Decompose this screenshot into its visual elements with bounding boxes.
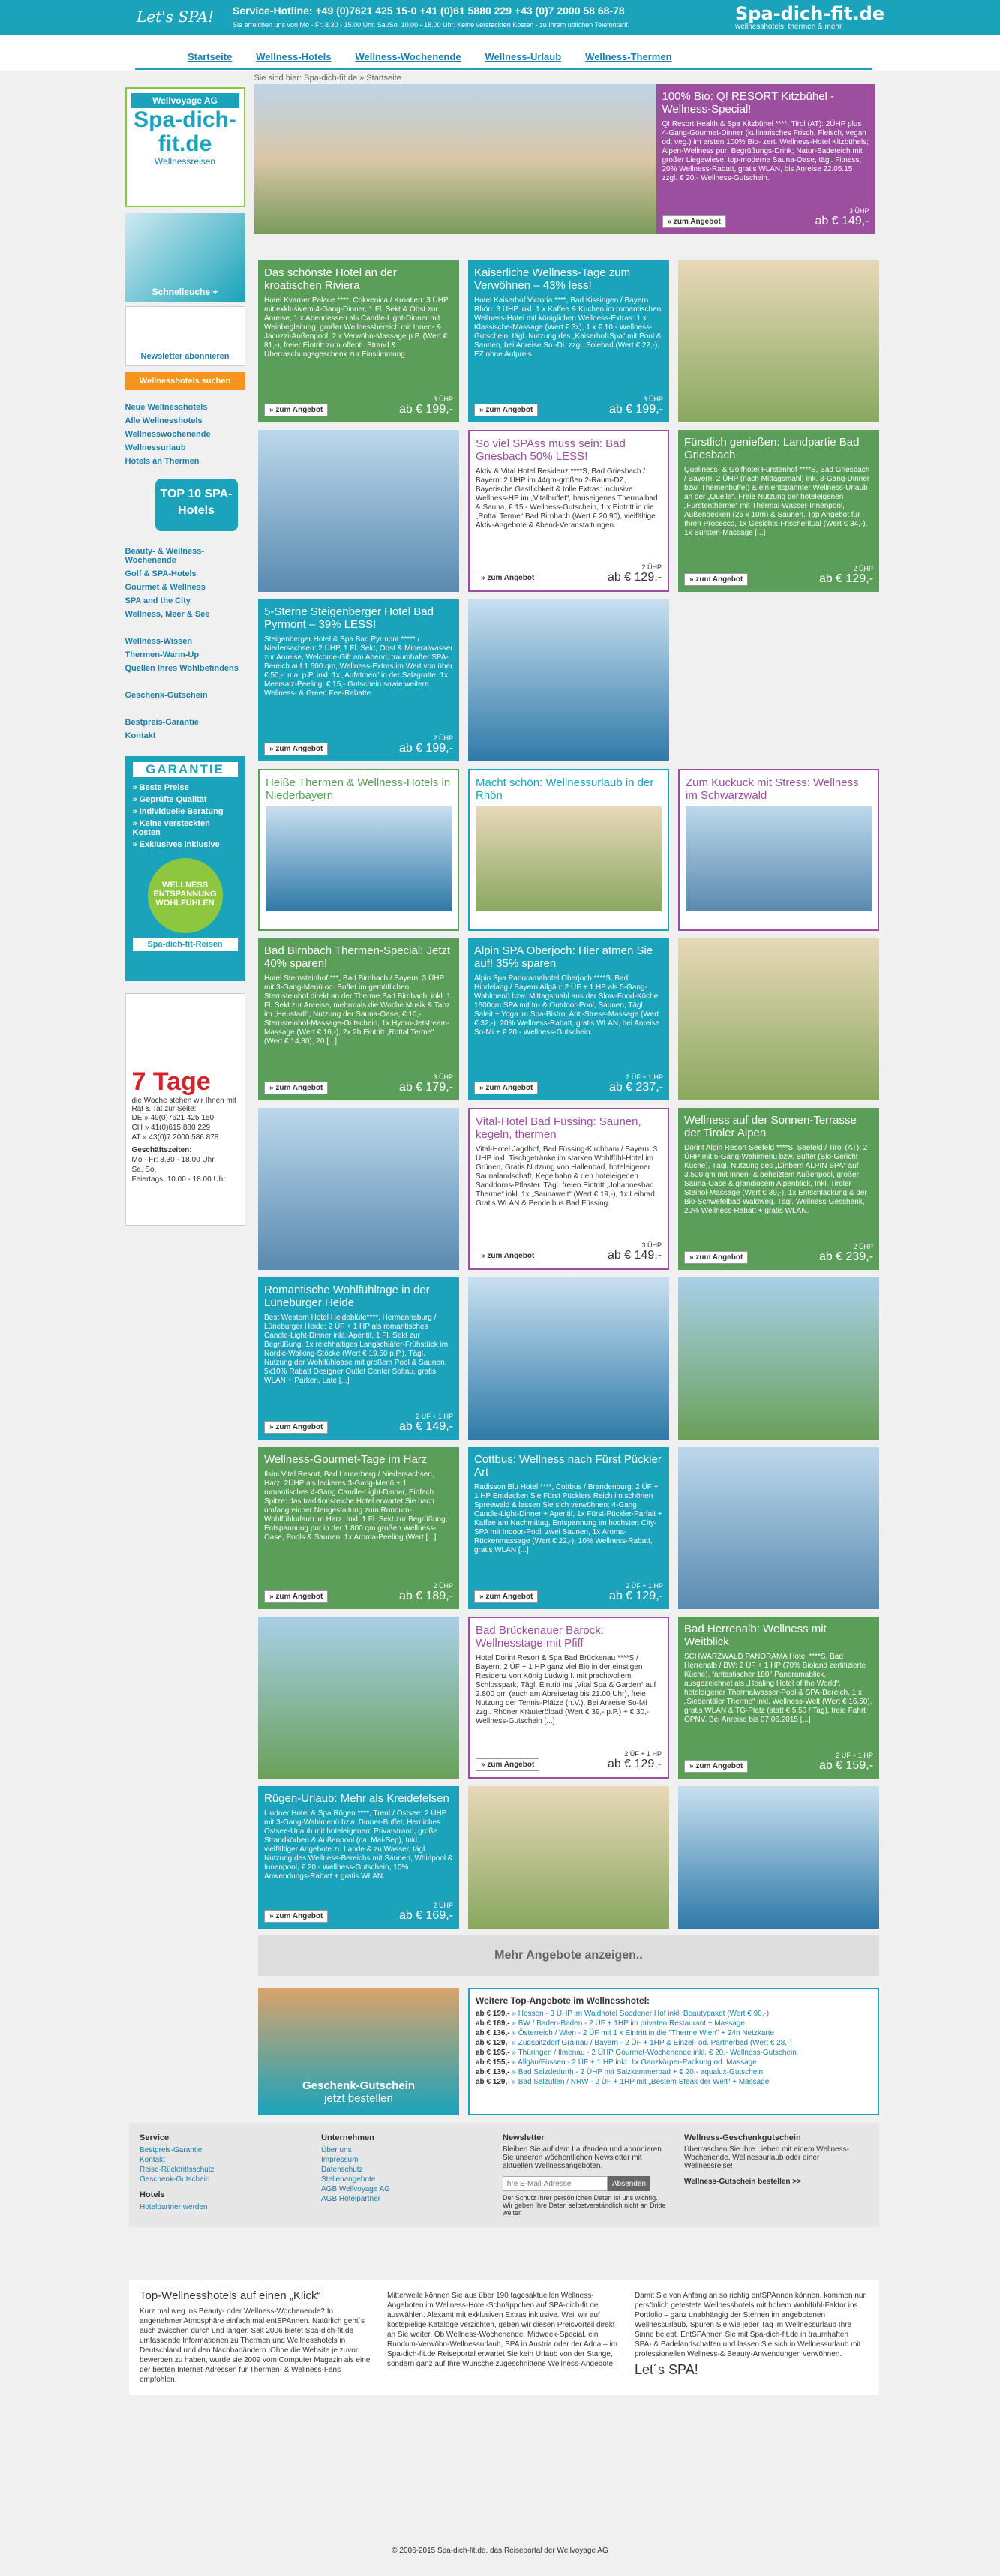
seo-title: Top-Wellnesshotels auf einen „Klick“ [140, 2289, 321, 2302]
offer-button[interactable]: » zum Angebot [684, 1251, 748, 1264]
nav-startseite[interactable]: Startseite [188, 51, 233, 62]
offer-photo[interactable] [258, 1108, 459, 1270]
offer-card [468, 769, 669, 931]
offer-card [468, 1617, 669, 1779]
offer-photo[interactable] [678, 260, 879, 422]
newsletter-note: Der Schutz Ihrer persönlichen Daten ist uns wichtig. Wir geben Ihre Daten selbstverständlich nicht an Dritte weiter. [503, 2194, 666, 2217]
offer-image[interactable] [476, 806, 662, 911]
offer-price: ab € 199,- [398, 403, 453, 416]
brand-logo[interactable]: Spa-dich-fit.de [735, 3, 885, 24]
offer-card [468, 1108, 669, 1270]
seo-col2: Mitterweile können Sie aus über 190 tagesaktuellen Wellness-Angeboten im Wellness-Hotel-Schnäppchen auf SPA-dich-fit.de auswählen. Alexamt mit exklusiven Extras inklusive. Weil wir auf kostspielige Kataloge verzichten, geben wir diesen Preisvorteil direkt an Sie weiter. Ob Wellness-Wochenende, Midweek-Special, ein Rundum-Verwöhn-Wellnessurlaub, SPA in Austria oder der Adria – im Spa-dich-fit.de Reiseportal erwartet Sie kein Urlaub von der Stange, sondern ganz auf Ihre Wünsche zugeschnittene Wellness-Angebote. [387, 2292, 618, 2368]
seo-slogan: Let´s SPA! [635, 2362, 698, 2377]
offer-button[interactable]: » zum Angebot [476, 1250, 539, 1262]
sidebar-item[interactable]: Quellen Ihres Wohlbefindens [125, 664, 239, 673]
offer-card [678, 1617, 879, 1779]
offer-title[interactable]: Zum Kuckuck mit Stress: Wellness im Schwarzwald [686, 776, 859, 802]
offer-nights: 3 ÜHP [641, 1241, 662, 1249]
offer-card [258, 938, 459, 1100]
footer-company-title: Unternehmen [321, 2133, 374, 2142]
more-offers-button[interactable]: Mehr Angebote anzeigen.. [258, 1935, 879, 1976]
phone-de: DE » 49(0)7621 425 150 [131, 1114, 215, 1122]
sidebar-links-1 [125, 401, 245, 468]
offer-nights: 2 ÜHP [433, 734, 453, 742]
footer-link[interactable]: Kontakt [140, 2156, 165, 2164]
top-offer-item[interactable]: ab € 155,- » Allgäu/Füssen - 2 ÜF + 1 HP inkl. 1x Ganzkörper-Packung od. Massage [476, 2058, 757, 2067]
sidebar-item[interactable]: Wellnesswochenende [125, 430, 211, 439]
top-offer-price: ab € 195,- [476, 2049, 510, 2057]
seo-col3: Damit Sie von Anfang an so richtig entSPAnnen können, kommen nur persönlich getestete Wellnesshotels mit hohem Wohlfühl-Faktor ins Portfolio – ganz unabhängig der Sternen im angebotenen Wellnessurlaub. Spüren Sie wie jeder Tag im Wellnessurlaub Ihre Sinne belebt. EntSPAnnen Sie mit Spa-dich-fit.de in traumhaften SPA- & Badelandschaften und lassen Sie sich in Wellnessurlaub mit professionellen Wellness-& Beauty-Anwendungen verwöhnen. [635, 2292, 866, 2358]
copyright: © 2006-2015 Spa-dich-fit.de, das Reiseportal der Wellvoyage AG [392, 2547, 608, 2555]
offer-desc: Steigenberger Hotel & Spa Bad Pyrmont ***** / Niedersachsen: 2 ÜHP, 1 Fl. Sekt, Obst & Mineralwasser zur Anreise, Welcome-Gift am Abend, traumhafter SPA-Bereich auf 1.500 qm, Wellness-Extras im Wert von über € 50,-: u.a. p.P. inkl. 1x „Aufatmen“ in der Salzgrotte, 1x Meersalz-Peeling, € 15,- Gutschein sowie weitere Wellness- & Green Fee-Rabatte. [264, 635, 453, 698]
top-bar [0, 0, 1000, 35]
offer-title[interactable]: Das schönste Hotel an der kroatischen Riviera [264, 266, 397, 292]
sidebar-item[interactable]: Wellnessurlaub [125, 443, 186, 452]
offer-card [258, 1447, 459, 1609]
top-offer-price: ab € 189,- [476, 2019, 510, 2028]
offer-photo[interactable] [258, 1617, 459, 1779]
footer-link[interactable]: Hotelpartner werden [140, 2203, 208, 2211]
sidebar-item[interactable]: Beauty- & Wellness-Wochenende [125, 547, 205, 565]
offer-card [468, 260, 669, 422]
sidebar-item[interactable]: SPA and the City [125, 596, 191, 605]
nav-divider [135, 68, 872, 70]
offer-nights: 3 ÜHP [433, 395, 453, 403]
offer-button[interactable]: » zum Angebot [264, 743, 328, 755]
top-offer-price: ab € 199,- [476, 2010, 510, 2018]
offer-price: ab € 179,- [398, 1081, 453, 1094]
top-offer-item[interactable]: ab € 129,- » Bad Salzuflen / NRW - 2 ÜF + 1HP mit „Bestem Steak der Welt“ + Massage [476, 2078, 770, 2086]
offer-photo[interactable] [468, 1277, 669, 1440]
offer-nights: 3 ÜHP [643, 395, 663, 403]
offer-card [258, 1786, 459, 1929]
offer-card [468, 938, 669, 1100]
offer-desc: Aktiv & Vital Hotel Residenz ****S, Bad Griesbach / Bayern: 2 ÜHP im 44qm-großen 2-Raum-DZ, Bayerische Gastlichkeit & tolle Extras: inclusive Wellness-HP im „Vitalbuffet“, hauseigenes Thermalbad & Sauna, € 15,- Wellness-Gutschein, 1 x Eintritt in die „Rottal Terme“ Bad Birnbach (Wert € 20,90), vielfältige Aktiv-Angebote & Abend-Veranstaltungen. [476, 467, 658, 530]
offer-card [258, 260, 459, 422]
phone-at: AT » 43(0)7 2000 586 878 [131, 1133, 219, 1142]
hotel-search-button[interactable]: Wellnesshotels suchen [125, 372, 245, 390]
offer-nights: 2 ÜF + 1 HP [626, 1582, 663, 1590]
seven-days-title: 7 Tage [131, 1067, 211, 1096]
offer-card [258, 1277, 459, 1440]
seven-days-box [125, 993, 245, 1226]
offer-photo[interactable] [678, 938, 879, 1100]
newsletter-text: Bleiben Sie auf dem Laufenden und abonnieren Sie unseren wöchentlichen Newsletter mit aktuellen Wellnessangeboten. [503, 2145, 662, 2170]
top-offer-text: Bad Salzdetfurth - 2 ÜHP mit Salzkammerbad + € 20,- aqualux-Gutschein [518, 2068, 764, 2076]
offer-photo[interactable] [468, 599, 669, 761]
top-offer-price: ab € 136,- [476, 2029, 510, 2037]
gift-voucher-banner[interactable] [258, 1988, 459, 2115]
sidebar-item[interactable]: Geschenk-Gutschein [125, 691, 208, 700]
footer-gift-text: Überraschen Sie Ihre Lieben mit einem Wellness-Wochenende, Wellnessurlaub oder einer Wellnessreise! [684, 2145, 849, 2170]
newsletter-submit-button[interactable]: Absenden [608, 2176, 650, 2191]
offer-nights: 3 ÜHP [433, 1073, 453, 1081]
top-offer-price: ab € 129,- [476, 2078, 510, 2086]
offer-title[interactable]: Kaiserliche Wellness-Tage zum Verwöhnen – 43% less! [474, 266, 631, 292]
offer-desc: SCHWARZWALD PANORAMA Hotel ****S, Bad Herrenalb / BW: 2 ÜF + 1 HP (70% Bioland zertifizierte Küche), fantastischer 180° Panoramablick, ausgezeichnet als „Healing Hotel of the World“, hoteleigener Thermalwasser-Pool & SPA-Bereich, 1 x „Siebentäler Therme“ inkl. Wellness-Welt (Wert € 16,50), gratis WLAN & TG-Platz (statt € 5,50 / Tag), freie Fahrt ÖPNV. Bei Anreise bis 07.06.2015 [...] [684, 1653, 872, 1724]
offer-image[interactable] [266, 806, 452, 911]
top-offer-text: Allgäu/Füssen - 2 ÜF + 1 HP inkl. 1x Ganzkörper-Packung od. Massage [518, 2058, 757, 2067]
offer-price: ab € 129,- [607, 571, 662, 584]
top-offers-box [468, 1988, 879, 2115]
offer-desc: Best Western Hotel Heideblüte****, Hermannsburg / Lüneburger Heide: 2 ÜF + 1 HP als romantisches Candle-Light-Dinner inkl. Aperitif, 1 Fl. Sekt zur Begrüßung, 1x reichhaltiges Langschläfer-Frühstück im Nordic-Walking-Stöcke (Wert € 19,50 p.P.), Tägl. Nutzung der Wohlfühloase mit großem Pool & Saunen, 5x10% Rabatt Designer Outlet Center Soltau, gratis WLAN + Parken, Late [...] [264, 1314, 449, 1385]
guarantee-item: » Beste Preise [132, 783, 189, 792]
offer-title[interactable]: Cottbus: Wellness nach Fürst Pückler Art [474, 1453, 662, 1479]
top-offer-text: Bad Salzuflen / NRW - 2 ÜF + 1HP mit „Bestem Steak der Welt“ + Massage [518, 2078, 770, 2086]
hero-image[interactable] [254, 84, 656, 234]
offer-desc: Ilsini Vital Resort, Bad Lauterberg / Niedersachsen, Harz: 2ÜHP als leckeres 3-Gang-Menü + 1 romantisches 4-Gang Candle-Light-Dinner, Einfach Spitze: das traditionsreiche Hotel erwartet Sie nach umfangreicher Neugestaltung zum Rundum-Wohlfühlurlaub im Harz. Inkl. 1 Fl. Sekt zur Begrüßung, Entspannung pur in der 1.800 qm großen Wellness-Oase, Pools & Saunen, 1x Aroma-Peeling (Wert [...] [264, 1470, 448, 1542]
offer-price: ab € 129,- [607, 1758, 662, 1770]
footer-link[interactable]: Über uns [321, 2146, 352, 2154]
top-offer-item[interactable]: ab € 129,- » Zugspitzdorf Grainau / Bayern - 2 ÜF + 1HP & Einzel- od. Partnerbad (Wert € 28,-) [476, 2039, 792, 2047]
footer-link[interactable]: Datenschutz [321, 2166, 363, 2174]
site-logo[interactable] [125, 87, 245, 207]
offer-title[interactable]: Wellness-Gourmet-Tage im Harz [264, 1453, 428, 1466]
offer-button[interactable]: » zum Angebot [264, 1590, 328, 1603]
main-nav [0, 35, 1000, 71]
offer-button[interactable]: » zum Angebot [474, 1082, 538, 1094]
offer-title[interactable]: So viel SPAss muss sein: Bad Griesbach 50% LESS! [476, 437, 626, 463]
hours-line: Sa, So, [131, 1166, 157, 1174]
hero-offer-button[interactable]: » zum Angebot [662, 215, 726, 228]
sidebar-links-2 [125, 545, 245, 621]
offer-nights: 2 ÜHP [641, 563, 662, 571]
top-offer-text: Thüringen / Ilmenau - 2 ÜHP Gourmet-Wochenende inkl. € 20,- Wellness-Gutschein [518, 2049, 797, 2057]
offer-title[interactable]: Rügen-Urlaub: Mehr als Kreidefelsen [264, 1792, 449, 1805]
sidebar-item[interactable]: Golf & SPA-Hotels [125, 569, 197, 578]
sidebar-item[interactable]: Thermen-Warm-Up [125, 650, 200, 659]
offer-title[interactable]: Bad Herrenalb: Wellness mit Weitblick [684, 1623, 827, 1648]
offer-price: ab € 239,- [818, 1250, 873, 1263]
footer-link[interactable]: Stellenangebote [321, 2175, 376, 2184]
guarantee-item: » Geprüfte Qualität [132, 795, 207, 804]
footer-gift-title: Wellness-Geschenkgutschein [684, 2133, 801, 2142]
offer-desc: Alpin Spa Panoramahotel Oberjoch ****S, Bad Hindelang / Bayern Allgäu: 2 ÜF + 1 HP als 5-Gang-Wahlmenü bzw. Mittagsmahl aus der Slow-Food-Küche, 1600qm SPA mit In- & Outdoor-Pool, Saunen, Tägl. Saleit + Yoga im Spa-Bistro, Anti-Stress-Massage (Wert € 32,-), 20% Wellness-Rabatt, gratis WLAN, bei Anreise So-Mi + € 20,- Wellness-Gutschein. [474, 974, 661, 1037]
hours-line: Mo - Fr: 8.30 - 18.00 Uhr [131, 1156, 215, 1164]
hero-offer [254, 84, 875, 234]
sidebar-links-5 [125, 716, 245, 743]
offer-desc: Hotel Kvarner Palace ****, Crikvenica / Kroatien: 3 ÜHP mit exklusivem 4-Gang-Dinner, 1 Fl. Sekt & Obst zur Anreise, 1 x Abendessen als Candle-Light-Dinner mit Weinbegleitung, großer Wellnessbereich mit Innen- & Jacuzzi-Außenpool, 2 x Verwöhn-Massage p.P. (Wert € 81,-), freier Eintritt zum offentl. Strand & Überraschungsgeschenk zur Einstimmung [264, 296, 449, 359]
guarantee-item: » Individuelle Beratung [132, 807, 224, 816]
top-offer-item[interactable]: ab € 199,- » Hessen - 3 ÜHP im Waldhotel Soodener Hof inkl. Beautypaket (Wert € 90,-) [476, 2010, 770, 2018]
offer-button[interactable]: » zum Angebot [684, 573, 748, 586]
offer-title[interactable]: Macht schön: Wellnessurlaub in der Rhön [476, 776, 654, 802]
guarantee-item: » Exklusives Inklusive [132, 840, 220, 849]
logo-subtitle: Wellnessreisen [154, 156, 216, 167]
offer-photo[interactable] [678, 1786, 879, 1929]
sidebar-item[interactable]: Gourmet & Wellness [125, 583, 206, 592]
sidebar-item[interactable]: Bestpreis-Garantie [125, 718, 199, 727]
top-offer-item[interactable]: ab € 139,- » Bad Salzdetfurth - 2 ÜHP mit Salzkammerbad + € 20,- aqualux-Gutschein [476, 2068, 764, 2076]
offer-title[interactable]: Heiße Thermen & Wellness-Hotels in Niederbayern [266, 776, 451, 802]
hero-card [656, 84, 875, 234]
seo-text [129, 2280, 879, 2395]
top-offer-text: Zugspitzdorf Grainau / Bayern - 2 ÜF + 1HP & Einzel- od. Partnerbad (Wert € 28,-) [518, 2039, 792, 2047]
top-offer-text: Österreich / Wien - 2 ÜF mit 1 x Eintritt in die "Therme Wien" + 24h Netzkarte [518, 2029, 775, 2037]
offer-price: ab € 149,- [607, 1249, 662, 1262]
top-offer-text: BW / Baden-Baden - 2 ÜF + 1HP im privaten Restaurant + Massage [518, 2019, 745, 2028]
offer-button[interactable]: » zum Angebot [476, 1758, 539, 1771]
offer-button[interactable]: » zum Angebot [264, 1910, 328, 1923]
offer-title[interactable]: Bad Brückenauer Barock: Wellnesstage mit Pfiff [476, 1624, 604, 1650]
offer-price: ab € 169,- [398, 1909, 453, 1922]
offer-photo[interactable] [258, 430, 459, 592]
offer-card [468, 430, 669, 592]
gift-line1: Geschenk-Gutschein [302, 2079, 416, 2092]
footer-service-title: Service [140, 2133, 170, 2142]
footer-newsletter-title: Newsletter [503, 2133, 545, 2142]
logo-company: Wellvoyage AG [131, 93, 239, 108]
sidebar-item[interactable]: Wellness-Wissen [125, 637, 193, 646]
offer-desc: Lindner Hotel & Spa Rügen ****, Trent / Ostsee: 2 ÜHP mit 3-Gang-Wahlmenü bzw. Dinner-Buffet, Herrliches Ostsee-Urlaub mit hoteleigenem Privatstrand, große Strandkörben & Außenpool (ca. Mai-Sep), Inkl. vielfältiger Angebote zu Lande & zu Wasser, tägl. Nutzung des Wellness-Bereichs mit Saunen, Whirlpool & Innenpool, € 20,- Wellness-Gutschein, 10% Anwendungs-Rabatt + gratis WLAN. [264, 1809, 453, 1881]
offer-button[interactable]: » zum Angebot [476, 572, 539, 584]
offer-card [678, 430, 879, 592]
footer-link[interactable]: Reise-Rücktrittsschutz [140, 2166, 215, 2174]
offer-card [468, 1447, 669, 1609]
sidebar-links-4 [125, 689, 245, 702]
offer-photo[interactable] [678, 1277, 879, 1440]
seal-label[interactable]: Spa-dich-fit-Reisen [133, 938, 238, 951]
newsletter-email-input[interactable] [503, 2176, 608, 2191]
nav-wellness-hotels[interactable]: Wellness-Hotels [256, 51, 332, 62]
top-offer-price: ab € 139,- [476, 2068, 510, 2076]
offer-price: ab € 199,- [398, 742, 453, 755]
footer [129, 2123, 879, 2227]
offer-desc: Vital-Hotel Jagdhof, Bad Füssing-Kirchham / Bayern: 3 ÜHP inkl. Tischgetränke im starken Wohlfühl-Hotel im Grünen, Gratis Nutzung von Hallenbad, hoteleigener Saunalandschaft, Kegelbahn & den hoteleigenen Sanddorns-Pflaster. Tägl. freien Eintritt „Johannesbad Therme“ inkl. 1x „Saunawelt“ (Wert € 19,-), 1x Leihrad, Gratis WLAN & Pendelbus Bad Füssing. [476, 1145, 658, 1208]
top-offer-price: ab € 155,- [476, 2058, 510, 2067]
top-offer-text: Hessen - 3 ÜHP im Waldhotel Soodener Hof inkl. Beautypaket (Wert € 90,-) [518, 2010, 770, 2018]
sidebar-item[interactable]: Hotels an Thermen [125, 457, 200, 466]
offer-button[interactable]: » zum Angebot [684, 1760, 748, 1773]
guarantee-item: » Keine versteckten Kosten [132, 819, 210, 837]
footer-link[interactable]: Bestpreis-Garantie [140, 2146, 203, 2154]
offer-nights: 2 ÜF + 1 HP [626, 1073, 663, 1081]
offer-desc: Hotel Sternsteinhof ***, Bad Birnbach / Bayern: 3 ÜHP mit 3-Gang-Menü od. Buffet im gemütlichen Sternsteinhof direkt an der Therme Bad Birnbach, inkl. 1 Fl. Sekt zur Anreise, mehrmals die Woche Musik & Tanz im „Heustadl“, Nutzung der Sauna-Oase, € 10,- Sternsteinhof-Massage-Gutschein, 1x Hydro-Jetstream-Massage (Wert € 16,-), 2x 2h Eintritt „Rottal Terme“ (Wert € 14,80), 20 [...] [264, 974, 451, 1046]
hotline-hours: Sie erreichen uns von Mo - Fr. 8.30 - 15.00 Uhr, Sa./So. 10.00 - 18.00 Uhr. Keine versteckten Kosten - zu Ihrem üblichen Telefontarif. [233, 21, 630, 29]
seven-days-sub: die Woche stehen wir Ihnen mit Rat & Tat zur Seite: [131, 1097, 236, 1113]
offer-card [678, 769, 879, 931]
sidebar-item[interactable]: Alle Wellnesshotels [125, 416, 203, 425]
footer-link[interactable]: AGB Wellvoyage AG [321, 2185, 391, 2193]
offer-button[interactable]: » zum Angebot [474, 1590, 538, 1603]
offer-title[interactable]: 5-Sterne Steigenberger Hotel Bad Pyrmont – 39% LESS! [264, 605, 434, 631]
offer-desc: Hotel Dorint Resort & Spa Bad Brückenau ****S / Bayern: 2 ÜF + 1 HP ganz viel Bio in der einstigen Residenz von König Ludwig I. mit prachtvollem Schlosspark; Tägl. Eintritt ins „Vital Spa & Garden“ auf 2.800 qm (auch am Abreisetag bis 21.00 Uhr), freie Nutzung der Tennis-Plätze (n.V.), Bei Anreise So-Mi zzgl. Rhöner Kräuterölbad (Wert € 39,- p.P.) + € 30,- Wellness-Gutschein [...] [476, 1654, 656, 1725]
guarantee-box [125, 756, 245, 981]
offer-nights: 2 ÜF + 1 HP [624, 1750, 662, 1758]
top10-badge[interactable]: TOP 10 SPA-Hotels [155, 479, 238, 531]
footer-hotels-title: Hotels [140, 2190, 165, 2199]
footer-link[interactable]: Geschenk-Gutschein [140, 2175, 210, 2184]
breadcrumb: Sie sind hier: Spa-dich-fit.de » Startseite [254, 74, 401, 83]
offer-nights: 2 ÜHP [433, 1902, 453, 1909]
top-offer-item[interactable]: ab € 195,- » Thüringen / Ilmenau - 2 ÜHP Gourmet-Wochenende inkl. € 20,- Wellness-Gutschein [476, 2049, 797, 2057]
top-offers-title: Weitere Top-Angebote im Wellnesshotel: [476, 1995, 650, 2006]
offer-title[interactable]: Fürstlich genießen: Landpartie Bad Griesbach [684, 436, 860, 461]
offer-card [258, 599, 459, 761]
offer-button[interactable]: » zum Angebot [264, 1421, 328, 1434]
offer-nights: 2 ÜHP [853, 565, 873, 572]
nav-wellness-urlaub[interactable]: Wellness-Urlaub [485, 51, 562, 62]
offer-nights: 2 ÜHP [853, 1243, 873, 1250]
top-offer-item[interactable]: ab € 189,- » BW / Baden-Baden - 2 ÜF + 1HP im privaten Restaurant + Massage [476, 2019, 745, 2028]
offer-button[interactable]: » zum Angebot [264, 404, 328, 416]
hours-line: Feiertags: 10.00 - 18.00 Uhr [131, 1175, 226, 1184]
footer-link[interactable]: AGB Hotelpartner [321, 2195, 380, 2203]
offer-price: ab € 129,- [818, 572, 873, 585]
seo-col1: Kurz mal weg ins Beauty- oder Wellness-Wochenende? In angenehmer Atmosphäre einfach mal entSPAnnen. Natürlich geht´s auch zwischen durch und länger. Seit 2006 bietet Spa-dich-fit.de umfassende Informationen zu Thermen und Wellnesshotels in Deutschland und den Nachbarländern. Ohne die Website je zuvor bewerben zu haben, wurde sie 2009 vom Computer Magazin als eine der besten Internet-Adressen für Thermen- & Wellness-Fans empfohlen. [140, 2307, 371, 2384]
wellness-seal: WELLNESS ENTSPANNUNG WOHLFÜHLEN [148, 858, 223, 933]
service-hotline: Service-Hotline: +49 (0)7621 425 15-0 +41 (0)61 5880 229 +43 (0)7 2000 58 68-78 [233, 5, 625, 17]
offer-photo[interactable] [678, 1447, 879, 1609]
offer-price: ab € 189,- [398, 1590, 453, 1602]
top-offer-item[interactable]: ab € 136,- » Österreich / Wien - 2 ÜF mit 1 x Eintritt in die "Therme Wien" + 24h Netzkarte [476, 2029, 775, 2037]
hero-desc: Q! Resort Health & Spa Kitzbühel ****, Tirol (AT): 2ÜHP plus 4-Gang-Gourmet-Dinner (kulinarisches Frisch, Fleisch, vegan od. veg.) im ersten 100% Bio- zert. Wellness-Hotel Kitzbühels; Alpen-Wellness pur; Begrüßungs-Drink; Natur-Badeteich mit großer Liegewiese, top-moderne Sauna-Oase, tägl. Fitness, 20% Wellness-Rabatt, gratis WLAN, bis Anreise 22.05.15 zzgl. € 20,- Wellness-Gutschein. [662, 120, 869, 182]
brand-subtitle: wellnesshotels, thermen & mehr [735, 23, 842, 31]
sidebar-item[interactable]: Neue Wellnesshotels [125, 403, 208, 412]
nav-wellness-thermen[interactable]: Wellness-Thermen [585, 51, 672, 62]
offer-card [678, 1108, 879, 1270]
offer-button[interactable]: » zum Angebot [474, 404, 538, 416]
footer-gift-link[interactable]: Wellness-Gutschein bestellen >> [684, 2178, 801, 2186]
offer-title[interactable]: Vital-Hotel Bad Füssing: Saunen, kegeln, thermen [476, 1115, 641, 1141]
tagline: Let's SPA! [137, 8, 215, 26]
offer-button[interactable]: » zum Angebot [264, 1082, 328, 1094]
newsletter-button[interactable]: Newsletter abonnieren [125, 306, 245, 366]
offer-title[interactable]: Wellness auf der Sonnen-Terrasse der Tiroler Alpen [684, 1114, 857, 1139]
sidebar-item[interactable]: Kontakt [125, 731, 156, 740]
hero-nights: 3 ÜHP [848, 207, 869, 215]
offer-price: ab € 129,- [608, 1590, 663, 1602]
quick-search-button[interactable]: Schnellsuche + [125, 213, 245, 302]
offer-photo[interactable] [468, 1786, 669, 1929]
offer-price: ab € 159,- [818, 1759, 873, 1772]
sidebar [125, 71, 245, 1226]
gift-line2: jetzt bestellen [324, 2092, 393, 2105]
footer-link[interactable]: Impressum [321, 2156, 359, 2164]
phone-ch: CH » 41(0)615 880 229 [131, 1124, 211, 1132]
top-offer-price: ab € 129,- [476, 2039, 510, 2047]
offer-title[interactable]: Alpin SPA Oberjoch: Hier atmen Sie auf! 35% sparen [474, 944, 653, 970]
offer-nights: 2 ÜHP [433, 1582, 453, 1590]
offer-price: ab € 237,- [608, 1081, 663, 1094]
hero-price: ab € 149,- [815, 215, 869, 227]
offer-title[interactable]: Bad Birnbach Thermen-Special: Jetzt 40% sparen! [264, 944, 451, 970]
offer-title[interactable]: Romantische Wohlfühltage in der Lüneburger Heide [264, 1283, 430, 1309]
offer-desc: Hotel Kaiserhof Victoria ****, Bad Kissingen / Bayern Rhön: 3 ÜHP inkl. 1 x Kaffee & Kuchen im romantischen Wellness-Hotel mit königlichen Wellness-Extras: 1 x Klassische-Massage (Wert € 3x), 1 x € 10,- Wellness-Gutschein, tägl. Nutzung des „Kaiserhof-Spa“ mit Pool & Saunen, bei Anreise So.-Di. zzgl. Solebad (Wert € 22,-), EZ ohne Aufpreis. [474, 296, 662, 359]
offer-desc: Quellness- & Golfhotel Fürstenhof ****S, Bad Griesbach / Bayern: 2 ÜHP (nach Mittagsmahl) ink. 3-Gang-Dinner bzw. Themenbuffet) & ein entspannter Wellness-Urlaub an der „Quelle“. Freie Nutzung der hoteleigenen „Fürstentherme“ mit Thermal-Wasser-Innenpool, Außenbecken (25 x 10m) & Saunen. Top Angebot für Ihren Prosecco, 1x Gesichts-Frischeritual (Wert € 34,-), 1x Bürsten-Massage [...] [684, 466, 870, 537]
sidebar-item[interactable]: Wellness, Meer & See [125, 610, 210, 619]
offer-price: ab € 149,- [398, 1420, 453, 1433]
offer-card [258, 769, 459, 931]
hours-title: Geschäftszeiten: [131, 1146, 192, 1154]
offer-price: ab € 199,- [608, 403, 663, 416]
offer-image[interactable] [686, 806, 872, 911]
offer-nights: 2 ÜF + 1 HP [836, 1752, 873, 1759]
hero-title[interactable]: 100% Bio: Q! RESORT Kitzbühel - Wellness-Special! [662, 90, 835, 116]
nav-wellness-wochenende[interactable]: Wellness-Wochenende [355, 51, 461, 62]
offer-desc: Radisson Blu Hotel ****, Cottbus / Brandenburg: 2 ÜF + 1 HP Entdecken Sie Fürst Pücklers Reich im schönen Spreewald & lassen Sie sich verwöhnen: 4-Gang Candle-Light-Dinner + Aperitif, 1x Fürst-Pückler-Parfait + Kaffee am Nachmittag, Entspannung im hochsten City-SPA mit Indoor-Pool, zwei Saunen, 1x Aroma-Rückenmassage (Wert € 22,-), 10% Wellness-Rabatt, gratis WLAN [...] [474, 1483, 662, 1554]
logo-name: Spa-dich-fit.de [134, 107, 236, 156]
guarantee-title: GARANTIE [133, 762, 238, 777]
offer-desc: Dorint Alpin Resort Seefeld ****S, Seefeld / Tirol (AT): 2 ÜHP mit 5-Gang-Wahlmenü bzw. Buffet (Bio-Gericht Küche), Tägl. Nutzung des „Dinbern ALPIN SPA“ auf 3.500 qm mit Innen- & beheiztem Außenpool, großer Sauna-Oase & grandiosem Alpenblick, Inkl. Tiroler Steinöl-Massage (Wert € 39,-), 1x Entschlackung & der Bio-Schwefelbad Waldweg. Tägl. Wellness-Geschenk, 20% Wellness-Rabatt + gratis WLAN. [684, 1144, 868, 1215]
sidebar-links-3 [125, 635, 245, 675]
offer-nights: 2 ÜF + 1 HP [416, 1413, 453, 1420]
